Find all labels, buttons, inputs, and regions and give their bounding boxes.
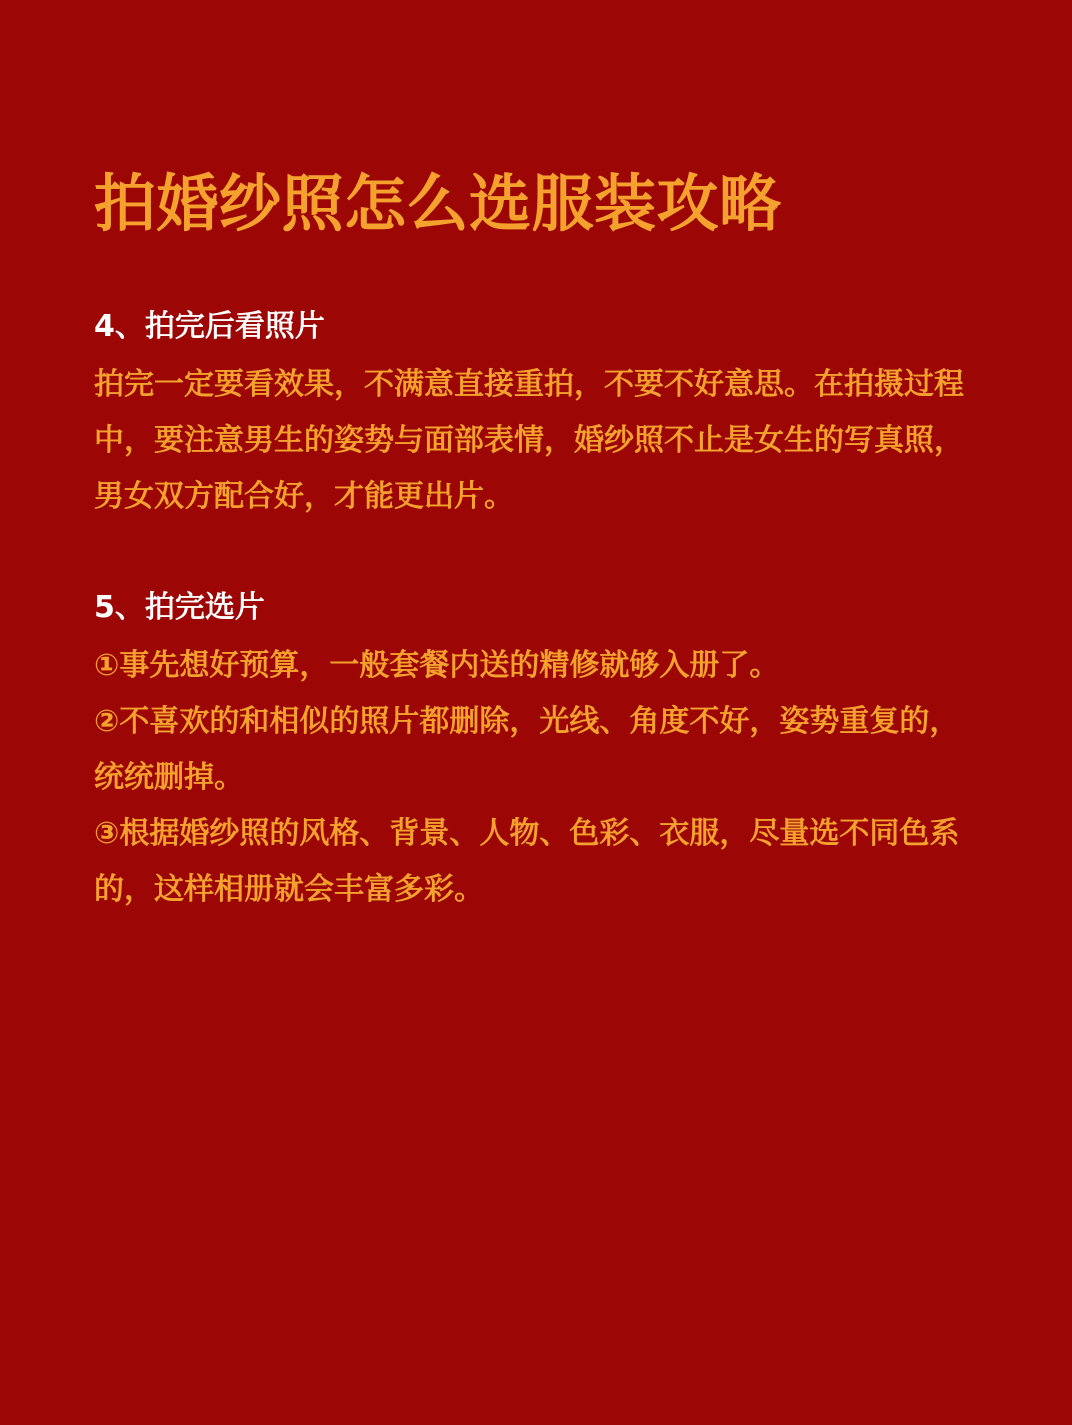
section-heading: 5、拍完选片	[94, 590, 265, 625]
section-after-shoot-review	[94, 302, 974, 525]
list-item: ①事先想好预算，一般套餐内送的精修就够入册了。	[94, 648, 780, 683]
selection-tips-list	[94, 638, 974, 918]
list-item: ③根据婚纱照的风格、背景、人物、色彩、衣服，尽量选不同色系的，这样相册就会丰富多彩。	[94, 816, 960, 907]
section-heading: 4、拍完后看照片	[94, 309, 325, 344]
page-title: 拍婚纱照怎么选服装攻略	[94, 167, 782, 240]
section-paragraph: 拍完一定要看效果，不满意直接重拍，不要不好意思。在拍摄过程中，要注意男生的姿势与面部表情，婚纱照不止是女生的写真照，男女双方配合好，才能更出片。	[94, 367, 964, 514]
section-photo-selection	[94, 583, 974, 918]
list-item: ②不喜欢的和相似的照片都删除，光线、角度不好，姿势重复的，统统删掉。	[94, 704, 960, 795]
